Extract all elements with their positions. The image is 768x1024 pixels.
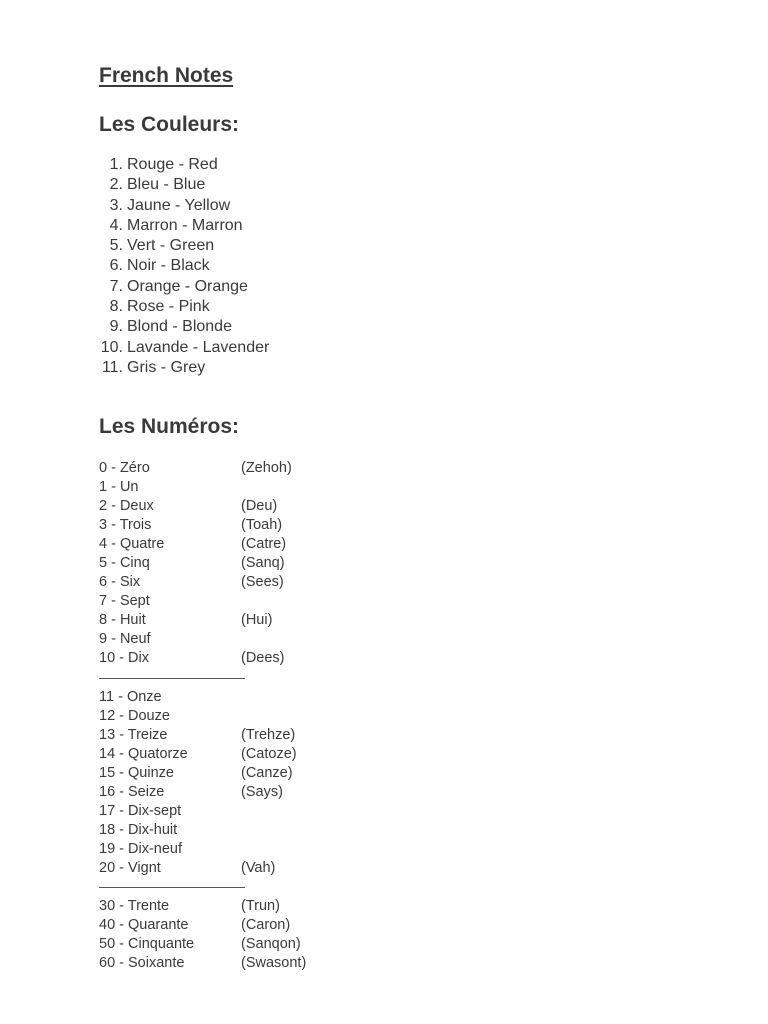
list-number: 8.: [109, 298, 123, 316]
number-pronunciation: (Sanqon): [241, 936, 301, 953]
divider-line: [99, 887, 245, 888]
number-row: [99, 764, 306, 783]
number-row: [99, 497, 306, 516]
number-word: 0 - Zéro: [99, 460, 150, 476]
number-pronunciation: (Hui): [241, 612, 273, 629]
number-word: 15 - Quinze: [99, 764, 174, 781]
number-word: 8 - Huit: [99, 612, 146, 629]
number-word: 18 - Dix-huit: [99, 821, 178, 838]
list-number: 9.: [109, 318, 123, 336]
number-row: [99, 859, 306, 878]
number-pronunciation: (Sees): [241, 574, 284, 591]
number-row: [99, 935, 306, 954]
number-word: 6 - Six: [99, 574, 141, 591]
color-item: [99, 277, 269, 297]
number-pronunciation: (Trun): [241, 898, 280, 915]
number-row: [99, 840, 306, 859]
numbers-heading: Les Numéros:: [99, 415, 240, 438]
number-word: 2 - Deux: [99, 498, 154, 515]
number-word: 1 - Un: [99, 479, 139, 496]
list-number: 3.: [109, 196, 123, 214]
number-pronunciation: (Zehoh): [241, 460, 292, 476]
number-word: 17 - Dix-sept: [99, 802, 182, 819]
list-number: 2.: [109, 176, 123, 194]
number-row: [99, 802, 306, 821]
section-divider: [99, 878, 306, 897]
number-row: [99, 783, 306, 802]
number-word: 40 - Quarante: [99, 917, 189, 934]
number-row: [99, 726, 306, 745]
color-text: Orange - Orange: [127, 277, 248, 295]
number-word: 20 - Vignt: [99, 859, 161, 876]
list-number: 4.: [109, 216, 123, 234]
color-item: [99, 216, 269, 236]
number-word: 60 - Soixante: [99, 955, 185, 972]
number-row: [99, 459, 306, 478]
color-item: [99, 297, 269, 317]
color-text: Jaune - Yellow: [127, 196, 231, 214]
number-pronunciation: (Deu): [241, 498, 278, 515]
number-row: [99, 954, 306, 973]
number-row: [99, 535, 306, 554]
color-text: Gris - Grey: [127, 358, 206, 376]
color-text: Rose - Pink: [127, 298, 210, 316]
number-pronunciation: (Trehze): [241, 726, 296, 743]
number-word: 16 - Seize: [99, 783, 165, 800]
color-item: [99, 358, 269, 378]
document-title: French Notes: [99, 64, 234, 87]
number-row: [99, 573, 306, 592]
color-text: Vert - Green: [127, 237, 215, 255]
number-pronunciation: (Catre): [241, 536, 287, 553]
color-text: Noir - Black: [127, 257, 210, 275]
number-pronunciation: (Dees): [241, 650, 285, 667]
number-pronunciation: (Catoze): [241, 745, 297, 762]
number-word: 3 - Trois: [99, 517, 152, 534]
number-word: 12 - Douze: [99, 707, 170, 724]
list-number: 1.: [109, 156, 123, 173]
number-word: 14 - Quatorze: [99, 745, 188, 762]
number-row: [99, 688, 306, 707]
number-row: [99, 821, 306, 840]
number-row: [99, 611, 306, 630]
colors-list: [99, 155, 269, 378]
color-item: [99, 256, 269, 276]
number-row: [99, 592, 306, 611]
number-pronunciation: (Canze): [241, 764, 293, 781]
number-word: 4 - Quatre: [99, 536, 165, 553]
divider-line: [99, 678, 245, 679]
color-item: [99, 338, 269, 358]
number-pronunciation: (Caron): [241, 917, 291, 934]
number-row: [99, 554, 306, 573]
color-text: Lavande - Lavender: [127, 338, 270, 356]
number-row: [99, 707, 306, 726]
number-pronunciation: (Says): [241, 783, 283, 800]
list-number: 11.: [101, 358, 123, 376]
number-pronunciation: (Toah): [241, 517, 283, 534]
number-row: [99, 630, 306, 649]
number-pronunciation: (Vah): [241, 859, 276, 876]
color-item: [99, 196, 269, 216]
numbers-list: [99, 459, 306, 973]
list-number: 10.: [100, 338, 123, 356]
number-word: 9 - Neuf: [99, 631, 151, 648]
number-pronunciation: (Sanq): [241, 555, 285, 572]
number-word: 7 - Sept: [99, 593, 150, 610]
colors-heading: Les Couleurs:: [99, 113, 240, 136]
color-item: [99, 317, 269, 337]
number-word: 11 - Onze: [99, 688, 162, 705]
number-word: 10 - Dix: [99, 650, 149, 667]
number-word: 19 - Dix-neuf: [99, 840, 183, 857]
number-word: 5 - Cinq: [99, 555, 150, 572]
number-word: 13 - Treize: [99, 726, 168, 743]
list-number: 5.: [109, 237, 123, 255]
section-divider: [99, 669, 306, 688]
number-pronunciation: (Swasont): [241, 955, 307, 972]
color-item: [99, 236, 269, 256]
color-text: Rouge - Red: [127, 156, 218, 173]
list-number: 6.: [109, 257, 123, 275]
number-row: [99, 516, 306, 535]
color-text: Blond - Blonde: [127, 318, 232, 336]
number-row: [99, 916, 306, 935]
list-number: 7.: [109, 277, 123, 295]
color-item: [99, 155, 269, 175]
number-word: 50 - Cinquante: [99, 936, 195, 953]
number-row: [99, 897, 306, 916]
color-text: Bleu - Blue: [127, 176, 206, 194]
number-row: [99, 649, 306, 668]
color-text: Marron - Marron: [127, 216, 243, 234]
color-item: [99, 175, 269, 195]
number-word: 30 - Trente: [99, 898, 170, 915]
number-row: [99, 745, 306, 764]
number-row: [99, 478, 306, 497]
